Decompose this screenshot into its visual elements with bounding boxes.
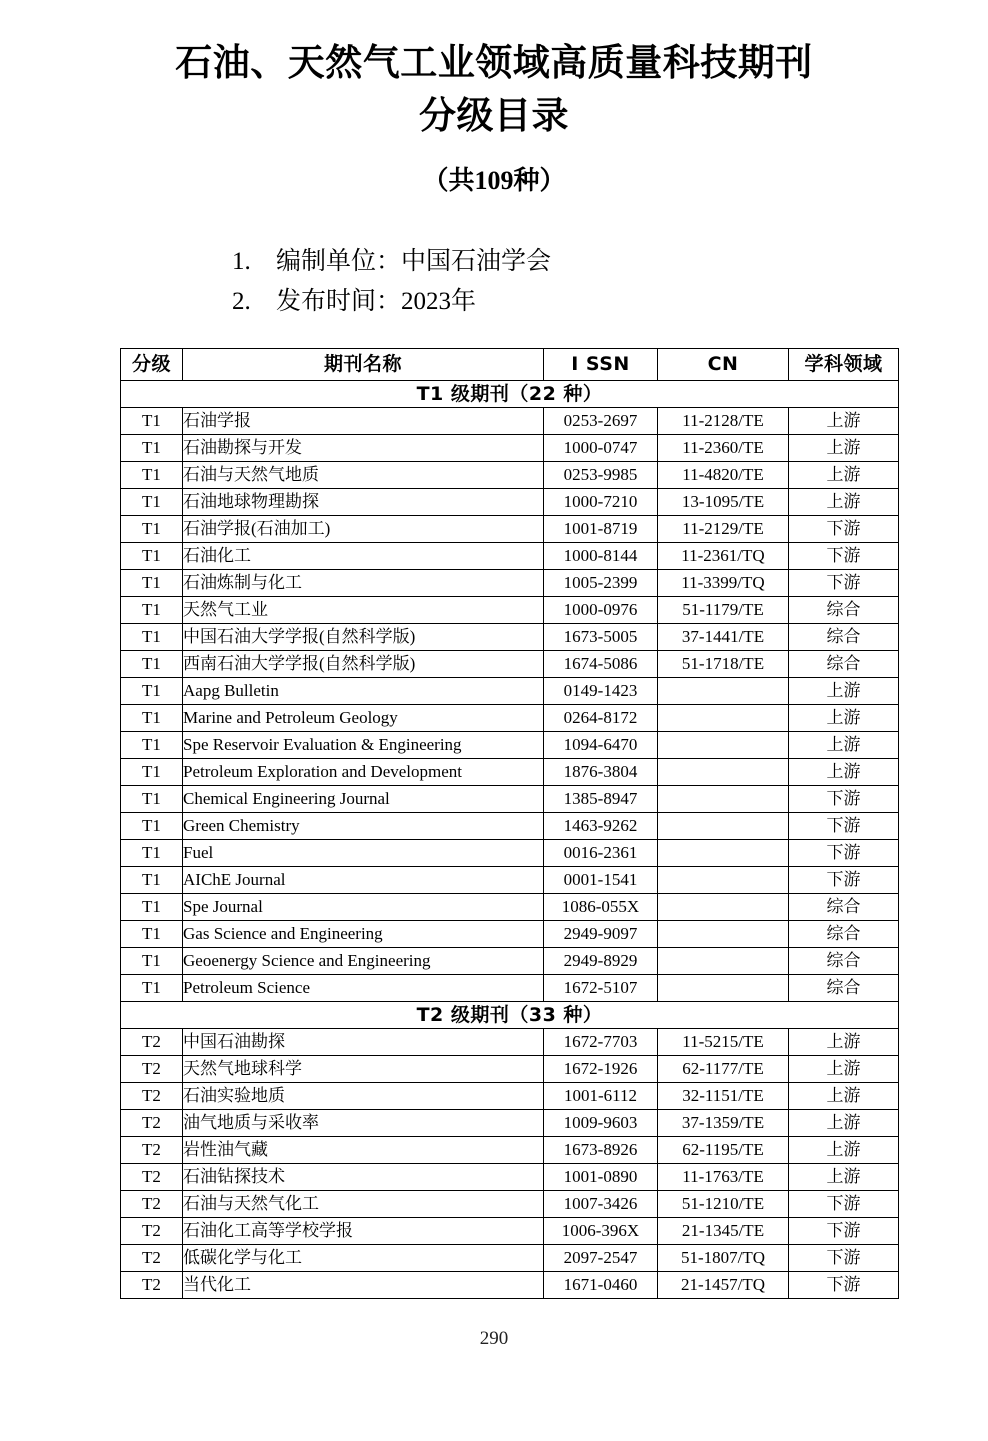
journal-field-cell: 上游 [789,1083,899,1110]
table-row [121,624,899,651]
journal-issn-cell: 2097-2547 [544,1245,658,1272]
journal-level-cell: T1 [121,867,183,894]
table-row [121,1110,899,1137]
table-row [121,894,899,921]
journal-field-cell: 上游 [789,462,899,489]
section-header-row [121,381,899,408]
journal-name-cell: 石油钻探技术 [183,1164,544,1191]
journal-issn-cell: 1673-5005 [544,624,658,651]
journal-level-cell: T2 [121,1164,183,1191]
journal-field-cell: 上游 [789,1056,899,1083]
journal-issn-cell: 1385-8947 [544,786,658,813]
journal-name-cell: 石油化工高等学校学报 [183,1218,544,1245]
journal-cn-cell [658,678,789,705]
journal-issn-cell: 1672-1926 [544,1056,658,1083]
journal-name-cell: Petroleum Science [183,975,544,1002]
journal-level-cell: T1 [121,732,183,759]
page-title [0,36,988,142]
journal-field-cell: 上游 [789,408,899,435]
journal-field-cell: 下游 [789,543,899,570]
journal-field-cell: 综合 [789,651,899,678]
table-row [121,462,899,489]
journal-field-cell: 上游 [789,1164,899,1191]
journal-level-cell: T1 [121,651,183,678]
journal-field-cell: 下游 [789,840,899,867]
table-row [121,948,899,975]
table-row [121,570,899,597]
column-header-level: 分级 [121,349,183,381]
journal-cn-cell: 62-1195/TE [658,1137,789,1164]
journal-issn-cell: 1000-0747 [544,435,658,462]
table-row [121,1245,899,1272]
journal-issn-cell: 1009-9603 [544,1110,658,1137]
table-row [121,543,899,570]
journal-cn-cell: 13-1095/TE [658,489,789,516]
journal-name-cell: Spe Journal [183,894,544,921]
journal-cn-cell [658,894,789,921]
journal-field-cell: 下游 [789,1272,899,1299]
journal-issn-cell: 2949-9097 [544,921,658,948]
column-header-name: 期刊名称 [183,349,544,381]
journal-level-cell: T2 [121,1191,183,1218]
table-row [121,1191,899,1218]
journal-field-cell: 下游 [789,1191,899,1218]
table-row [121,705,899,732]
metadata-item [0,282,988,322]
journal-issn-cell: 1000-8144 [544,543,658,570]
journal-cn-cell: 37-1359/TE [658,1110,789,1137]
journal-level-cell: T2 [121,1056,183,1083]
journal-level-cell: T1 [121,570,183,597]
table-row [121,786,899,813]
journal-level-cell: T1 [121,975,183,1002]
page-title-line-1: 石油、天然气工业领域高质量科技期刊 [175,41,813,84]
journal-name-cell: 岩性油气藏 [183,1137,544,1164]
table-body [121,381,899,1299]
table-row [121,1137,899,1164]
journal-issn-cell: 1007-3426 [544,1191,658,1218]
table-row [121,732,899,759]
journal-issn-cell: 1463-9262 [544,813,658,840]
journal-field-cell: 下游 [789,813,899,840]
journal-field-cell: 上游 [789,1029,899,1056]
table-header [121,349,899,381]
journal-table-wrapper [0,348,988,1299]
journal-level-cell: T1 [121,678,183,705]
journal-name-cell: 石油学报(石油加工) [183,516,544,543]
journal-cn-cell: 62-1177/TE [658,1056,789,1083]
journal-issn-cell: 2949-8929 [544,948,658,975]
journal-name-cell: Chemical Engineering Journal [183,786,544,813]
title-block [0,0,988,198]
journal-cn-cell: 11-2128/TE [658,408,789,435]
journal-issn-cell: 1001-0890 [544,1164,658,1191]
journal-name-cell: 油气地质与采收率 [183,1110,544,1137]
journal-issn-cell: 1005-2399 [544,570,658,597]
journal-level-cell: T2 [121,1110,183,1137]
table-row [121,597,899,624]
journal-cn-cell: 37-1441/TE [658,624,789,651]
journal-name-cell: 石油与天然气化工 [183,1191,544,1218]
journal-cn-cell: 51-1718/TE [658,651,789,678]
journal-issn-cell: 1671-0460 [544,1272,658,1299]
journal-level-cell: T1 [121,543,183,570]
journal-level-cell: T2 [121,1137,183,1164]
journal-issn-cell: 1001-6112 [544,1083,658,1110]
journal-issn-cell: 0001-1541 [544,867,658,894]
journal-cn-cell: 11-2360/TE [658,435,789,462]
journal-cn-cell: 11-4820/TE [658,462,789,489]
journal-cn-cell: 51-1179/TE [658,597,789,624]
page-subtitle: （共109种） [422,166,566,195]
journal-name-cell: AIChE Journal [183,867,544,894]
table-row [121,921,899,948]
journal-name-cell: 中国石油勘探 [183,1029,544,1056]
metadata-item-number: 2. [232,288,251,315]
journal-name-cell: Petroleum Exploration and Development [183,759,544,786]
journal-level-cell: T1 [121,705,183,732]
journal-cn-cell [658,948,789,975]
column-header-field: 学科领域 [789,349,899,381]
journal-level-cell: T1 [121,462,183,489]
journal-issn-cell: 1000-0976 [544,597,658,624]
table-row [121,1272,899,1299]
journal-level-cell: T1 [121,597,183,624]
journal-level-cell: T1 [121,786,183,813]
journal-cn-cell: 51-1807/TQ [658,1245,789,1272]
table-row [121,813,899,840]
table-row [121,759,899,786]
table-row [121,1029,899,1056]
journal-field-cell: 综合 [789,597,899,624]
journal-field-cell: 上游 [789,489,899,516]
journal-name-cell: 石油与天然气地质 [183,462,544,489]
journal-cn-cell [658,813,789,840]
journal-name-cell: 当代化工 [183,1272,544,1299]
journal-name-cell: 低碳化学与化工 [183,1245,544,1272]
journal-issn-cell: 0149-1423 [544,678,658,705]
journal-field-cell: 下游 [789,786,899,813]
table-row [121,678,899,705]
journal-issn-cell: 1673-8926 [544,1137,658,1164]
table-row [121,651,899,678]
journal-name-cell: 天然气工业 [183,597,544,624]
journal-cn-cell [658,705,789,732]
journal-name-cell: 石油炼制与化工 [183,570,544,597]
table-row [121,408,899,435]
journal-field-cell: 下游 [789,1245,899,1272]
page-number: 290 [479,1328,509,1349]
table-row [121,975,899,1002]
journal-issn-cell: 1876-3804 [544,759,658,786]
table-row [121,516,899,543]
journal-level-cell: T1 [121,624,183,651]
journal-field-cell: 综合 [789,975,899,1002]
journal-name-cell: Spe Reservoir Evaluation & Engineering [183,732,544,759]
journal-name-cell: 天然气地球科学 [183,1056,544,1083]
journal-level-cell: T1 [121,516,183,543]
journal-cn-cell [658,759,789,786]
journal-field-cell: 上游 [789,759,899,786]
journal-level-cell: T1 [121,813,183,840]
journal-name-cell: Gas Science and Engineering [183,921,544,948]
journal-field-cell: 下游 [789,1218,899,1245]
journal-name-cell: Fuel [183,840,544,867]
journal-level-cell: T1 [121,489,183,516]
journal-name-cell: Marine and Petroleum Geology [183,705,544,732]
table-row [121,435,899,462]
journal-cn-cell: 32-1151/TE [658,1083,789,1110]
metadata-item-text: 编制单位：中国石油学会 [276,248,552,275]
journal-cn-cell: 11-5215/TE [658,1029,789,1056]
journal-field-cell: 综合 [789,624,899,651]
journal-issn-cell: 1672-7703 [544,1029,658,1056]
journal-field-cell: 上游 [789,435,899,462]
journal-issn-cell: 0253-9985 [544,462,658,489]
section-header-label: T1 级期刊（22 种） [121,381,899,408]
journal-level-cell: T1 [121,435,183,462]
journal-name-cell: 石油地球物理勘探 [183,489,544,516]
journal-field-cell: 上游 [789,1137,899,1164]
metadata-item-text: 发布时间：2023年 [276,288,477,315]
journal-level-cell: T1 [121,840,183,867]
table-row [121,867,899,894]
journal-name-cell: Aapg Bulletin [183,678,544,705]
journal-issn-cell: 0253-2697 [544,408,658,435]
journal-name-cell: 石油学报 [183,408,544,435]
journal-issn-cell: 0264-8172 [544,705,658,732]
journal-field-cell: 综合 [789,921,899,948]
journal-level-cell: T1 [121,921,183,948]
metadata-item [0,242,988,282]
journal-issn-cell: 1086-055X [544,894,658,921]
journal-field-cell: 上游 [789,678,899,705]
journal-field-cell: 上游 [789,705,899,732]
journal-field-cell: 上游 [789,732,899,759]
journal-name-cell: Geoenergy Science and Engineering [183,948,544,975]
section-header-label: T2 级期刊（33 种） [121,1002,899,1029]
journal-cn-cell: 51-1210/TE [658,1191,789,1218]
journal-issn-cell: 1674-5086 [544,651,658,678]
journal-level-cell: T2 [121,1218,183,1245]
page-title-line-2: 分级目录 [419,94,569,137]
journal-issn-cell: 0016-2361 [544,840,658,867]
table-row [121,489,899,516]
journal-issn-cell: 1094-6470 [544,732,658,759]
column-header-cn: CN [658,349,789,381]
journal-cn-cell: 11-2129/TE [658,516,789,543]
journal-level-cell: T1 [121,948,183,975]
journal-field-cell: 下游 [789,570,899,597]
journal-cn-cell [658,921,789,948]
journal-field-cell: 下游 [789,867,899,894]
journal-field-cell: 综合 [789,948,899,975]
journal-level-cell: T2 [121,1083,183,1110]
journal-name-cell: 石油勘探与开发 [183,435,544,462]
table-row [121,1218,899,1245]
table-row [121,1164,899,1191]
journal-issn-cell: 1006-396X [544,1218,658,1245]
journal-name-cell: 石油化工 [183,543,544,570]
table-row [121,840,899,867]
journal-table [120,348,899,1299]
journal-name-cell: 西南石油大学学报(自然科学版) [183,651,544,678]
journal-issn-cell: 1001-8719 [544,516,658,543]
journal-cn-cell: 11-1763/TE [658,1164,789,1191]
journal-level-cell: T1 [121,408,183,435]
journal-name-cell: Green Chemistry [183,813,544,840]
journal-cn-cell [658,975,789,1002]
journal-level-cell: T1 [121,759,183,786]
journal-cn-cell [658,840,789,867]
journal-field-cell: 上游 [789,1110,899,1137]
journal-field-cell: 下游 [789,516,899,543]
table-row [121,1083,899,1110]
journal-cn-cell [658,732,789,759]
journal-cn-cell: 11-3399/TQ [658,570,789,597]
table-row [121,1056,899,1083]
journal-level-cell: T2 [121,1245,183,1272]
section-header-row [121,1002,899,1029]
table-header-row [121,349,899,381]
journal-level-cell: T2 [121,1029,183,1056]
journal-level-cell: T2 [121,1272,183,1299]
journal-cn-cell: 21-1345/TE [658,1218,789,1245]
journal-name-cell: 石油实验地质 [183,1083,544,1110]
journal-cn-cell: 11-2361/TQ [658,543,789,570]
journal-cn-cell: 21-1457/TQ [658,1272,789,1299]
metadata-item-number: 1. [232,248,251,275]
journal-field-cell: 综合 [789,894,899,921]
journal-issn-cell: 1000-7210 [544,489,658,516]
journal-cn-cell [658,786,789,813]
metadata-list [0,242,988,322]
journal-level-cell: T1 [121,894,183,921]
column-header-issn: I SSN [544,349,658,381]
journal-cn-cell [658,867,789,894]
journal-name-cell: 中国石油大学学报(自然科学版) [183,624,544,651]
journal-issn-cell: 1672-5107 [544,975,658,1002]
